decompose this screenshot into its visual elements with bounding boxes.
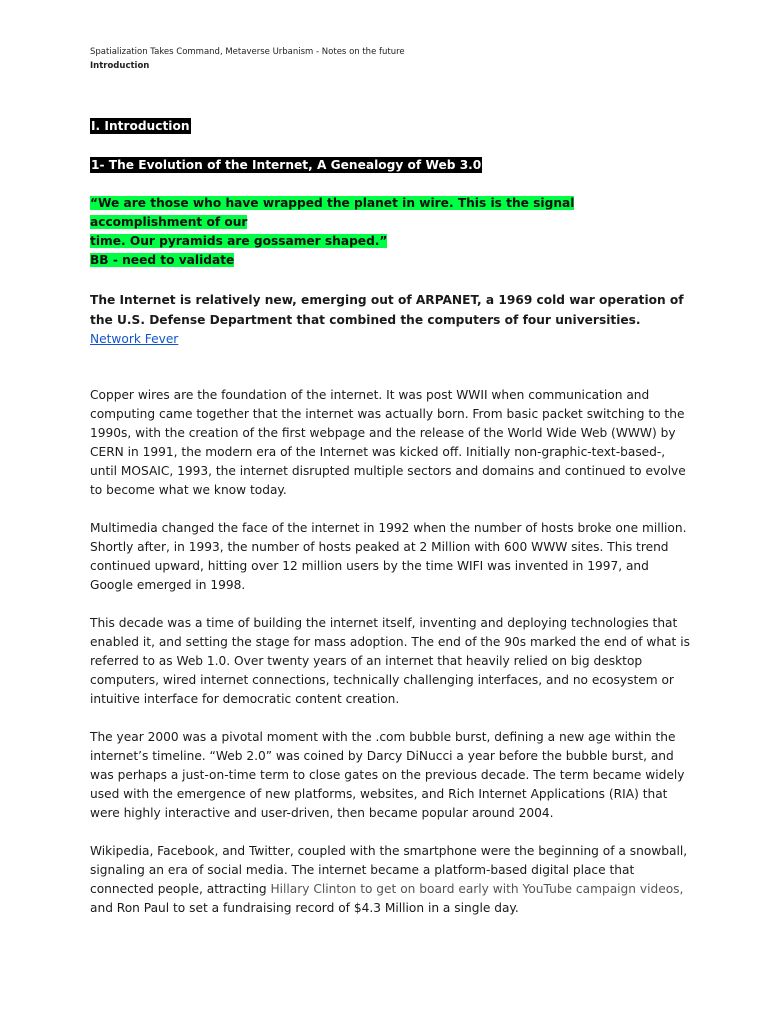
page-header bbox=[90, 45, 405, 73]
paragraph-web2: The year 2000 was a pivotal moment with the .com bubble burst, defining a new age within the internet’s timeline. “Web 2.0” was coined by Darcy DiNucci a year before the bubble burst, and was perhaps a just-on-time term to close gates on the previous decade. The term became widely used with the emergence of new platforms, websites, and Rich Internet Applications (RIA) that were highly interactive and user-driven, then became popular around 2004. bbox=[90, 729, 685, 820]
document-body bbox=[90, 117, 690, 937]
highlighted-quote bbox=[90, 194, 690, 270]
heading-introduction-text: I. Introduction bbox=[91, 119, 190, 133]
intro-paragraph bbox=[90, 291, 690, 350]
clinton-reference: Hillary Clinton to get on board early with YouTube campaign videos, bbox=[270, 881, 684, 896]
heading-evolution-text: 1- The Evolution of the Internet, A Genealogy of Web 3.0 bbox=[91, 158, 482, 172]
quote-note: BB - need to validate bbox=[90, 253, 235, 267]
heading-evolution bbox=[90, 156, 690, 174]
section-name: Introduction bbox=[90, 61, 150, 71]
document-title: Spatialization Takes Command, Metaverse Urbanism - Notes on the future bbox=[90, 47, 405, 57]
paragraph-social-media bbox=[90, 842, 690, 918]
paragraph-multimedia: Multimedia changed the face of the internet in 1992 when the number of hosts broke one million. Shortly after, in 1993, the number of hosts peaked at 2 Million with 600 WWW sites. This trend continued upward, hitting over 12 million users by the time WIFI was invented in 1997, and Google emerged in 1998. bbox=[90, 520, 687, 592]
quote-line-1: “We are those who have wrapped the planet in wire. This is the signal accomplishment of our bbox=[90, 196, 575, 229]
heading-introduction bbox=[90, 117, 690, 135]
paragraph-social-media-text-a: Wikipedia, Facebook, and Twitter, coupled with the smartphone were the beginning of a snowball, signaling an era of social media. The internet became a platform-based digital place that connected people, attracting bbox=[90, 843, 688, 896]
paragraph-copper-wires: Copper wires are the foundation of the internet. It was post WWII when communication and computing came together that the internet was actually born. From basic packet switching to the 1990s, with the creation of the first webpage and the release of the World Wide Web (WWW) by CERN in 1991, the modern era of the Internet was kicked off. Initially non-graphic-text-based-, until MOSAIC, 1993, the internet disrupted multiple sectors and domains and continued to evolve to become what we know today. bbox=[90, 387, 686, 497]
intro-text: The Internet is relatively new, emerging out of ARPANET, a 1969 cold war operation of the U.S. Defense Department that combined the computers of four universities. bbox=[90, 293, 684, 327]
network-fever-link[interactable]: Network Fever bbox=[90, 332, 179, 346]
paragraph-social-media-text-b: and Ron Paul to set a fundraising record of $4.3 Million in a single day. bbox=[90, 900, 519, 915]
quote-line-2: time. Our pyramids are gossamer shaped.” bbox=[90, 234, 388, 248]
paragraph-web1-decade: This decade was a time of building the internet itself, inventing and deploying technologies that enabled it, and setting the stage for mass adoption. The end of the 90s marked the end of what is referred to as Web 1.0. Over twenty years of an internet that heavily relied on big desktop computers, wired internet connections, technically challenging interfaces, and no ecosystem or intuitive interface for democratic content creation. bbox=[90, 615, 690, 706]
